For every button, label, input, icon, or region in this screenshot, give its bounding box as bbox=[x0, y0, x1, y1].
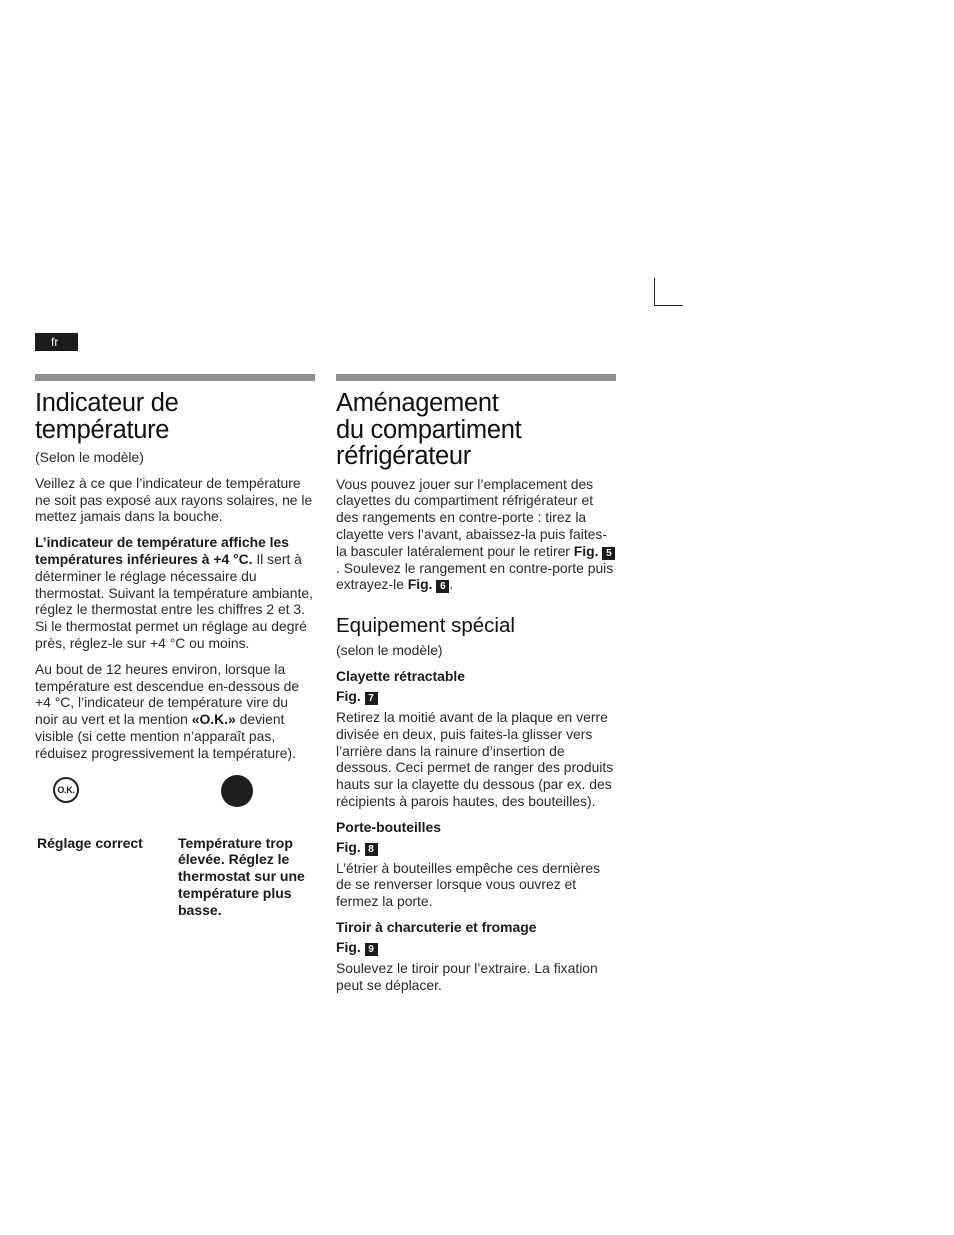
language-tab: fr bbox=[35, 333, 78, 351]
caption-correct: Réglage correct bbox=[37, 834, 143, 851]
fig-number-badge: 7 bbox=[365, 692, 378, 705]
paragraph-3-text-b: devient visible (si cette mention n’apparaît pas, réduisez progressivement la température). bbox=[35, 711, 296, 761]
paragraph-2-text: Il sert à déterminer le réglage nécessaire du thermostat. Suivant la température ambiante, réglez le thermostat entre les chiffres 2 et 3. Si le thermostat permet un réglage au degré près, réglez-le sur +4 °C ou moins. bbox=[35, 550, 313, 651]
fig-number-badge: 5 bbox=[602, 547, 615, 560]
paragraph-2-bold: L’indicateur de température affiche les températures inférieures à +4 °C. bbox=[35, 534, 289, 567]
paragraph-1: Veillez à ce que l’indicateur de température ne soit pas exposé aux rayons solaires, ne le mettez jamais dans la bouche. bbox=[35, 474, 313, 525]
layout-text-c: . bbox=[449, 576, 454, 593]
title-line-3: réfrigérateur bbox=[336, 442, 471, 470]
paragraph-3 bbox=[35, 661, 315, 762]
section-rule bbox=[35, 374, 315, 381]
ok-indicator-icon bbox=[53, 777, 79, 803]
title-line-2: du compartiment bbox=[336, 415, 522, 444]
item-title: Tiroir à charcuterie et fromage bbox=[336, 919, 537, 936]
item-fig bbox=[336, 939, 616, 956]
ok-mention: «O.K.» bbox=[191, 711, 236, 728]
layout-paragraph bbox=[336, 476, 616, 594]
section-title bbox=[336, 390, 616, 470]
title-line-1: Aménagement bbox=[336, 389, 499, 417]
item-fig bbox=[336, 688, 616, 705]
model-note: (selon le modèle) bbox=[336, 642, 443, 659]
item-title: Porte-bouteilles bbox=[336, 818, 441, 835]
model-note: (Selon le modèle) bbox=[35, 449, 144, 465]
layout-text-a: Vous pouvez jouer sur l’emplacement des clayettes du compartiment réfrigérateur et des rangements en contre-porte : tirez la clayette vers l’avant, abaissez-la puis faites-la basculer latéralement pour le retirer bbox=[336, 475, 607, 559]
title-line-1: Indicateur de bbox=[35, 389, 179, 417]
fridge-layout-section bbox=[336, 374, 616, 1002]
fig-number-badge: 8 bbox=[365, 843, 378, 856]
fig-number-badge: 6 bbox=[436, 580, 449, 593]
dark-indicator-icon bbox=[221, 775, 253, 807]
crop-mark bbox=[654, 278, 683, 306]
fig-number-badge: 9 bbox=[365, 943, 378, 956]
ok-icon-label: O.K. bbox=[57, 784, 75, 795]
item-text: Retirez la moitié avant de la plaque en verre divisée en deux, puis faites-la glisser vers l’arrière dans la rainure d’insertion de dessous. Ceci permet de ranger des produits hauts sur la clayette du dessous (par ex. des récipients à parois hautes, des bouteilles). bbox=[336, 709, 614, 810]
paragraph-2 bbox=[35, 534, 315, 652]
temperature-indicator-section bbox=[35, 374, 315, 918]
item-text: Soulevez le tiroir pour l’extraire. La fixation peut se déplacer. bbox=[336, 959, 598, 993]
fig-label: Fig. bbox=[336, 688, 361, 705]
item-fig bbox=[336, 839, 616, 856]
item-title: Clayette rétractable bbox=[336, 668, 465, 685]
fig-label: Fig. bbox=[407, 576, 433, 593]
indicator-icons bbox=[35, 775, 315, 835]
fig-label: Fig. bbox=[336, 838, 361, 855]
item-text: L’étrier à bouteilles empêche ces dernières de se renverser lorsque vous ouvrez et fermez la porte. bbox=[336, 859, 601, 910]
fig-label: Fig. bbox=[573, 542, 599, 559]
special-equipment-heading: Equipement spécial bbox=[336, 614, 515, 638]
section-rule bbox=[336, 374, 616, 381]
title-line-2: température bbox=[35, 415, 170, 444]
paragraph-3-text-a: Au bout de 12 heures environ, lorsque la température est descendue en-dessous de +4 °C, l’indicateur de température vire du noir au vert et la mention bbox=[35, 660, 300, 728]
fig-label: Fig. bbox=[336, 938, 361, 955]
section-title bbox=[35, 390, 315, 443]
caption-too-warm: Température trop élevée. Réglez le thermostat sur une température plus basse. bbox=[178, 834, 305, 918]
layout-text-b: . Soulevez le rangement en contre-porte puis extrayez-le bbox=[336, 559, 614, 593]
